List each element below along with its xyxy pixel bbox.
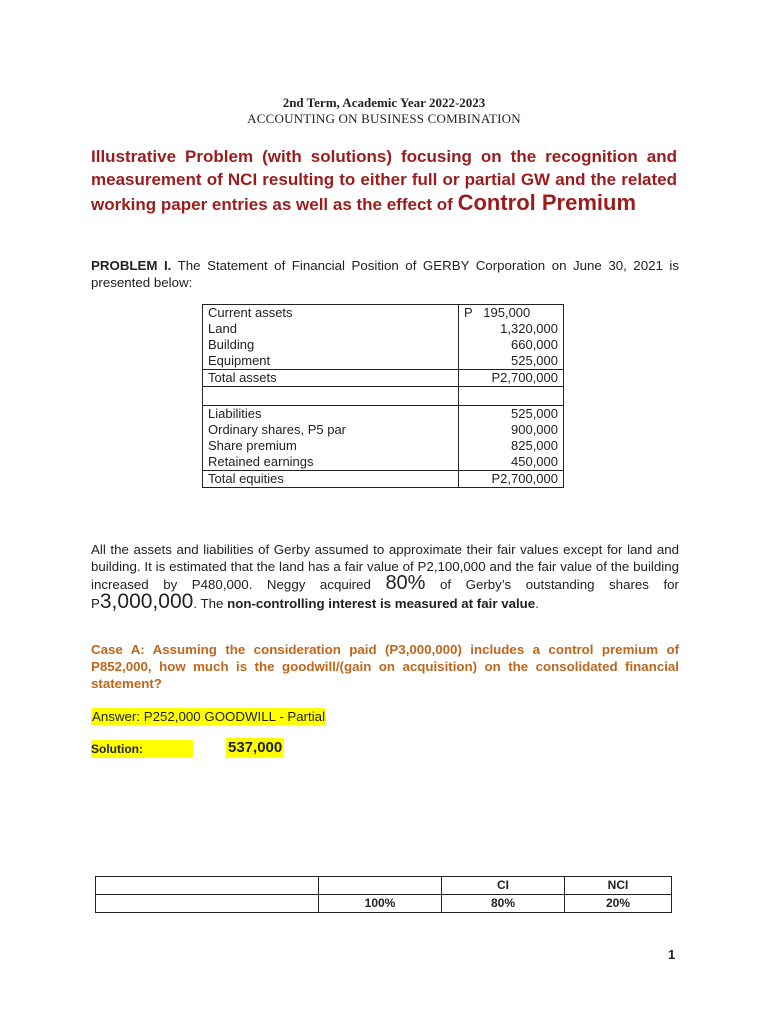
table-row [203, 422, 564, 438]
nci-measurement-note: non-controlling interest is measured at fair value [227, 596, 536, 611]
row-amount: P2,700,000 [459, 471, 564, 488]
table-row [203, 454, 564, 471]
solution-value: 537,000 [228, 739, 283, 756]
header-cell-ci: CI [442, 877, 565, 895]
total-percent-cell: 100% [319, 895, 442, 913]
fair-value-paragraph [91, 541, 679, 612]
header-cell [319, 877, 442, 895]
headline-emphasis: Control Premium [457, 190, 637, 215]
table-row [203, 353, 564, 370]
total-equities-row [203, 471, 564, 488]
solution-label: Solution: [91, 740, 193, 758]
row-label: Retained earnings [203, 454, 459, 471]
row-amount: 825,000 [459, 438, 564, 454]
problem-intro [91, 257, 679, 291]
row-amount: 900,000 [459, 422, 564, 438]
row-label: Ordinary shares, P5 par [203, 422, 459, 438]
case-a-question: Case A: Assuming the consideration paid (P3,000,000) includes a control premium of P852,000, how much is the goodwill/(gain on acquisition) on the consolidated financial statement? [91, 642, 679, 691]
table-row [203, 305, 564, 322]
currency-prefix: P [91, 596, 100, 611]
table-row [203, 321, 564, 337]
blank-row [203, 387, 564, 406]
total-assets-row [203, 370, 564, 387]
row-label: Current assets [203, 305, 459, 322]
ownership-percentage-table [95, 876, 672, 913]
table-row [96, 895, 672, 913]
problem-label: PROBLEM I. [91, 258, 172, 273]
course-title: ACCOUNTING ON BUSINESS COMBINATION [247, 111, 521, 126]
row-label: Building [203, 337, 459, 353]
percentage-acquired: 80% [385, 572, 426, 594]
consideration-amount: 3,000,000 [99, 590, 194, 613]
table-header-row [96, 877, 672, 895]
row-label: Land [203, 321, 459, 337]
blank-cell [203, 387, 459, 406]
row-label: Total equities [203, 471, 459, 488]
paragraph-text: . [535, 596, 539, 611]
page-number: 1 [668, 947, 676, 962]
nci-percent-cell: 20% [565, 895, 672, 913]
row-amount: 525,000 [459, 406, 564, 423]
ci-percent-cell: 80% [442, 895, 565, 913]
problem-intro-text: The Statement of Financial Position of GERBY Corporation on June 30, 2021 is presented below: [91, 258, 679, 290]
table-row [203, 337, 564, 353]
table-row [203, 438, 564, 454]
row-label: Share premium [203, 438, 459, 454]
problem-headline [91, 145, 677, 216]
table-row [203, 406, 564, 423]
paragraph-text: of Gerby’s outstanding shares for [425, 577, 679, 592]
headline-text: Illustrative Problem (with solutions) focusing on the recognition and measurement of NCI resulting to either full or partial GW and the related working paper entries as well as the effect of [91, 147, 677, 214]
paragraph-text: All the assets and liabilities of Gerby assumed to approximate their fair values except for land and building. It is estimated that the land has a fair value of P2,100,000 and the fair value of the building increased by P480,000. Neggy acquired [91, 542, 679, 592]
financial-position-table [202, 304, 564, 488]
row-amount: P 195,000 [459, 305, 564, 322]
row-amount: 1,320,000 [459, 321, 564, 337]
term-heading: 2nd Term, Academic Year 2022-2023 [282, 95, 486, 110]
row-label: Liabilities [203, 406, 459, 423]
row-amount: P2,700,000 [459, 370, 564, 387]
row-amount: 450,000 [459, 454, 564, 471]
answer-highlight: Answer: P252,000 GOODWILL - Partial [92, 709, 326, 724]
header-cell-nci: NCI [565, 877, 672, 895]
paragraph-text: . The [193, 596, 228, 611]
table-cell [96, 895, 319, 913]
row-label: Total assets [203, 370, 459, 387]
blank-cell [459, 387, 564, 406]
row-amount: 660,000 [459, 337, 564, 353]
row-amount: 525,000 [459, 353, 564, 370]
header-cell [96, 877, 319, 895]
row-label: Equipment [203, 353, 459, 370]
